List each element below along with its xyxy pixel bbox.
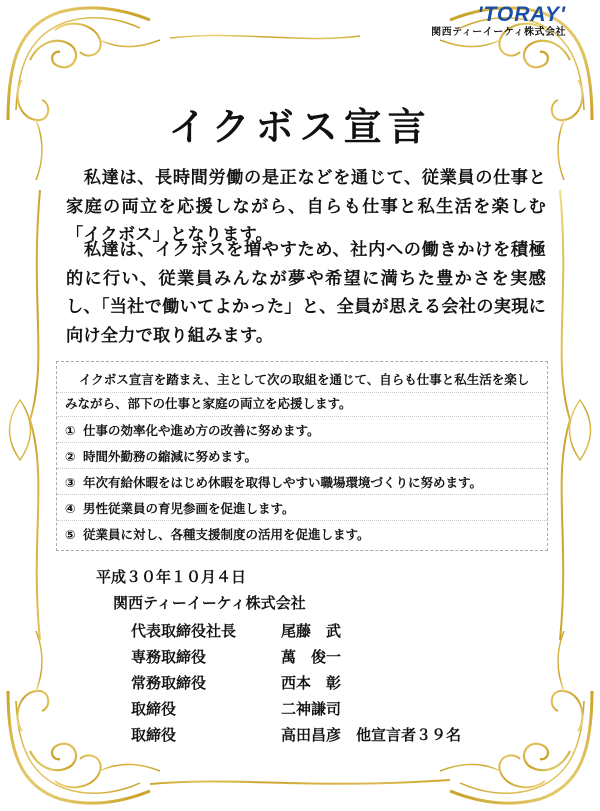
commitment-item: ③ 年次有給休暇をはじめ休暇を取得しやすい職場環境づくりに努めます。 bbox=[65, 475, 483, 490]
frame-corner-bottom-right bbox=[440, 631, 592, 803]
commitment-item: ④ 男性従業員の育児参画を促進します。 bbox=[65, 501, 295, 516]
document-title: イクボス宣言 bbox=[168, 105, 432, 149]
signatory-row: 取締役 高田昌彦 他宣言者３９名 bbox=[131, 726, 462, 744]
commitment-box bbox=[56, 361, 548, 551]
signatory-row: 代表取締役社長 尾藤 武 bbox=[131, 622, 342, 640]
declaration-date: 平成３０年１０月４日 bbox=[96, 568, 247, 586]
commitment-item: ① 仕事の効率化や進め方の改善に努めます。 bbox=[65, 423, 320, 438]
commitment-intro: イクボス宣言を踏まえ、主として次の取組を通じて、自らも仕事と私生活を楽しみながら、部下の仕事と家庭の両立を応援します。 bbox=[65, 372, 530, 411]
declaration-paragraph-1: 私達は、長時間労働の是正などを通じて、従業員の仕事と家庭の両立を応援しながら、自らも仕事と私生活を楽しむ「イクボス」となります。 bbox=[66, 168, 546, 245]
logo-company-name: 関西ティーイーケィ株式会社 bbox=[431, 27, 566, 38]
declaration-paragraph-2: 私達は、イクボスを増やすため、社内への働きかけを積極的に行い、従業員みんなが夢や希望に満ちた豊かさを実感し、「当社で働いてよかった」と、全員が思える会社の実現に向け全力で取り組みます。 bbox=[66, 240, 546, 346]
company-logo bbox=[431, 4, 566, 39]
signatory-row: 常務取締役 西本 彰 bbox=[131, 674, 342, 692]
signing-company-name: 関西ティーイーケィ株式会社 bbox=[113, 594, 306, 612]
signatory-row: 取締役 二神謙司 bbox=[131, 700, 342, 718]
commitment-item: ② 時間外勤務の縮減に努めます。 bbox=[65, 449, 258, 464]
commitment-item: ⑤ 従業員に対し、各種支援制度の活用を促進します。 bbox=[65, 527, 370, 542]
toray-logo-mark: 'TORAY' bbox=[477, 3, 566, 26]
signatory-row: 専務取締役 萬 俊一 bbox=[131, 648, 342, 666]
frame-corner-top-left bbox=[8, 8, 160, 180]
